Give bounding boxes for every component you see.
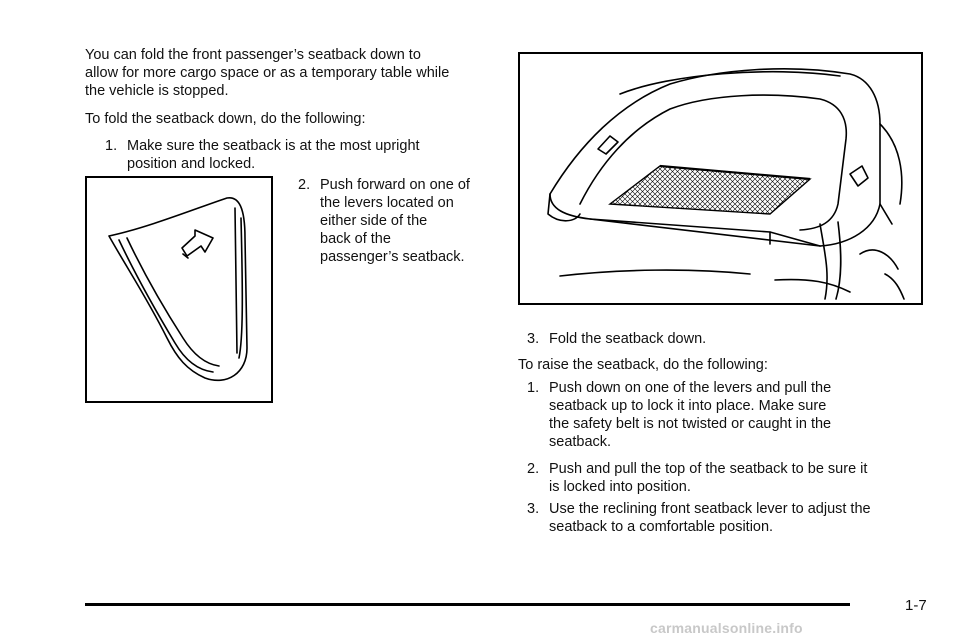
step-text: seatback to a comfortable position. (549, 519, 774, 535)
step-text: position and locked. (127, 156, 256, 172)
step-text: Push forward on one of (320, 177, 470, 193)
step-text: Use the reclining front seatback lever to adjust the (549, 501, 871, 517)
fold-step-2 (298, 176, 470, 266)
watermark: carmanualsonline.info (650, 620, 803, 636)
step-text: Push and pull the top of the seatback to be sure it (549, 461, 868, 477)
step-number: 1. (527, 380, 540, 396)
step-text: the levers located on (320, 195, 454, 211)
step-number: 1. (105, 138, 118, 154)
footer-rule (85, 603, 850, 606)
step-text: Fold the seatback down. (549, 331, 707, 347)
step-number: 3. (527, 501, 540, 517)
step-number: 2. (527, 461, 540, 477)
step-text: seatback. (549, 434, 612, 450)
intro-line: the vehicle is stopped. (85, 83, 229, 99)
step-text: passenger’s seatback. (320, 249, 465, 265)
step-text: is locked into position. (549, 479, 691, 495)
fold-step-3 (527, 330, 706, 348)
step-number: 2. (298, 177, 311, 193)
step-text: either side of the (320, 213, 428, 229)
fold-step-1 (105, 137, 420, 173)
seatback-lever-drawing (87, 178, 271, 401)
folded-seatback-illustration (518, 52, 923, 305)
step-text: the safety belt is not twisted or caught in the (549, 416, 832, 432)
step-text: back of the (320, 231, 391, 247)
intro-paragraph (85, 46, 449, 100)
intro-line: You can fold the front passenger’s seatback down to (85, 47, 421, 63)
raise-step-3 (527, 500, 871, 536)
page-number: 1-7 (905, 597, 927, 614)
intro-line: allow for more cargo space or as a temporary table while (85, 65, 450, 81)
step-text: seatback up to lock it into place. Make sure (549, 398, 827, 414)
cargo-net-drawing (520, 54, 921, 303)
raise-heading: To raise the seatback, do the following: (518, 357, 768, 373)
raise-step-1 (527, 379, 831, 451)
step-text: Push down on one of the levers and pull the (549, 380, 832, 396)
step-number: 3. (527, 331, 540, 347)
raise-step-2 (527, 460, 867, 496)
lever-illustration (85, 176, 273, 403)
step-text: Make sure the seatback is at the most upright (127, 138, 420, 154)
fold-heading: To fold the seatback down, do the following: (85, 111, 366, 127)
